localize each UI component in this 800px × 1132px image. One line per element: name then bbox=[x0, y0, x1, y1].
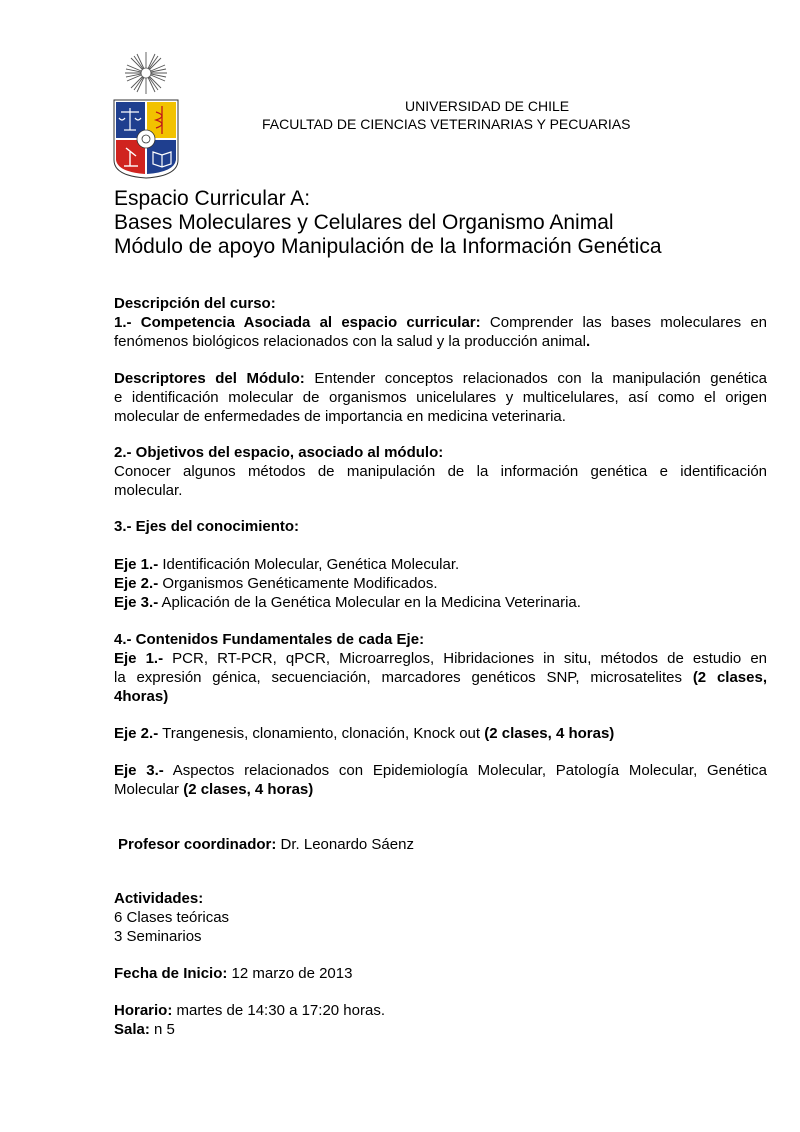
title-line-1: Espacio Curricular A: bbox=[114, 187, 311, 210]
descriptores-line-1: Descriptores del Módulo: Entender conceptos relacionados con la manipulación genética bbox=[114, 370, 767, 387]
fecha-inicio: Fecha de Inicio: 12 marzo de 2013 bbox=[114, 965, 353, 982]
contenidos-eje1-line-1: Eje 1.- PCR, RT-PCR, qPCR, Microarreglos, Hibridaciones in situ, métodos de estudio en bbox=[114, 650, 768, 667]
contenidos-eje2: Eje 2.- Trangenesis, clonamiento, clonación, Knock out (2 clases, 4 horas) bbox=[114, 725, 615, 742]
objetivos-heading: 2.- Objetivos del espacio, asociado al módulo: bbox=[114, 444, 444, 461]
title-line-3: Módulo de apoyo Manipulación de la Información Genética bbox=[114, 235, 662, 258]
contenidos-eje3-line-1: Eje 3.- Aspectos relacionados con Epidemiología Molecular, Patología Molecular, Genética bbox=[114, 762, 768, 779]
title-line-2: Bases Moleculares y Celulares del Organismo Animal bbox=[114, 211, 614, 234]
competencia-label: 1.- Competencia Asociada al espacio curricular: bbox=[114, 314, 481, 331]
competencia-line-2: fenómenos biológicos relacionados con la salud y la producción animal. bbox=[114, 333, 591, 350]
objetivos-line-2: molecular. bbox=[114, 482, 183, 499]
university-logo bbox=[110, 48, 182, 180]
university-shield-icon bbox=[110, 48, 182, 180]
profesor-coordinador: Profesor coordinador: Dr. Leonardo Sáenz bbox=[118, 836, 414, 853]
contenidos-heading: 4.- Contenidos Fundamentales de cada Eje: bbox=[114, 631, 425, 648]
eje-item-2: Eje 2.- Organismos Genéticamente Modificados. bbox=[114, 575, 438, 592]
faculty-name: FACULTAD DE CIENCIAS VETERINARIAS Y PECUARIAS bbox=[262, 116, 631, 132]
descriptores-line-2: e identificación molecular de organismos unicelulares y multicelulares, así como el origen bbox=[114, 389, 767, 406]
competencia-line-1: 1.- Competencia Asociada al espacio curricular: Comprender las bases moleculares en bbox=[114, 314, 767, 331]
descriptores-line-3: molecular de enfermedades de importancia en medicina veterinaria. bbox=[114, 408, 566, 425]
horario: Horario: martes de 14:30 a 17:20 horas. bbox=[114, 1002, 385, 1019]
objetivos-line-1: Conocer algunos métodos de manipulación de la información genética e identificación bbox=[114, 463, 767, 480]
eje-item-1: Eje 1.- Identificación Molecular, Genética Molecular. bbox=[114, 556, 460, 573]
actividad-item-1: 6 Clases teóricas bbox=[114, 909, 230, 926]
sala: Sala: n 5 bbox=[114, 1021, 175, 1038]
descriptores-label: Descriptores del Módulo: bbox=[114, 370, 305, 387]
actividad-item-2: 3 Seminarios bbox=[114, 928, 202, 945]
ejes-heading: 3.- Ejes del conocimiento: bbox=[114, 518, 300, 535]
actividades-heading: Actividades: bbox=[114, 890, 204, 907]
contenidos-eje1-line-3: 4horas) bbox=[114, 688, 169, 705]
eje-item-3: Eje 3.- Aplicación de la Genética Molecular en la Medicina Veterinaria. bbox=[114, 594, 581, 611]
contenidos-eje1-line-2: la expresión génica, secuenciación, marcadores genéticos SNP, microsatelites (2 clases, bbox=[114, 669, 767, 686]
contenidos-eje3-line-2: Molecular (2 clases, 4 horas) bbox=[114, 781, 314, 798]
descripcion-heading: Descripción del curso: bbox=[114, 295, 276, 312]
university-name: UNIVERSIDAD DE CHILE bbox=[405, 98, 570, 114]
